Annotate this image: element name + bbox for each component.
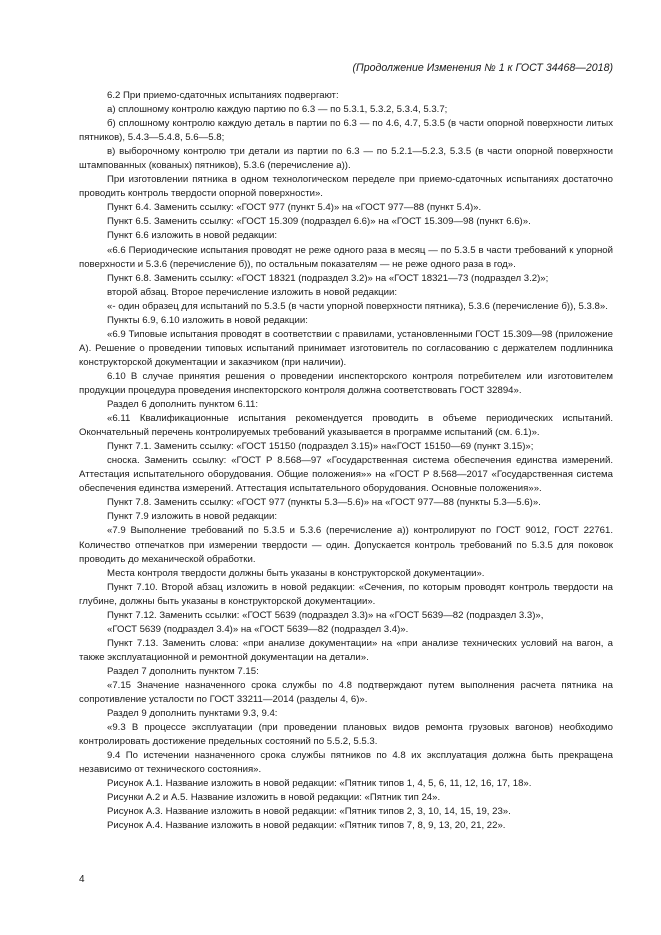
paragraph: «6.9 Типовые испытания проводят в соответствии с правилами, установленными ГОСТ 15.309—98 (приложение А). Решение о проведении типовых испытаний принимает изготовитель по согласованию с держателем подлинника конструкторской документации и заказчиком (при наличии). (79, 328, 613, 368)
page-header: (Продолжение Изменения № 1 к ГОСТ 34468—2018) (352, 62, 613, 74)
paragraph: При изготовлении пятника в одном технологическом переделе при приемо-сдаточных испытаниях достаточно проводить контроль твердости опорной поверхности». (79, 174, 613, 200)
paragraph: «7.9 Выполнение требований по 5.3.5 и 5.3.6 (перечисление а)) контролируют по ГОСТ 9012, ГОСТ 22761. Количество отпечатков при измерении твердости — один. Допускается контроль требований по 5.3.5 для поковок проводить до механической обработки. (79, 525, 613, 565)
paragraph: «6.6 Периодические испытания проводят не реже одного раза в месяц — по 5.3.5 в части требований к упорной поверхности и 5.3.6 (перечисление б)), по остальным показателям — не реже одного раза в год». (79, 244, 613, 270)
paragraph: Пункт 6.6 изложить в новой редакции: (107, 230, 277, 242)
paragraph: Пункт 6.5. Заменить ссылку: «ГОСТ 15.309 (подраздел 6.6)» на «ГОСТ 15.309—98 (пункт 6.6)». (107, 216, 531, 228)
paragraph: сноска. Заменить ссылку: «ГОСТ Р 8.568—97 «Государственная система обеспечения единства измерений. Аттестация испытательного оборудования. Общие положения»» на «ГОСТ Р 8.568—2017 «Государственная система обеспечения единства измерений. Аттестация испытательного оборудования. Основные положения»». (79, 455, 613, 495)
paragraph: «- один образец для испытаний по 5.3.5 (в части упорной поверхности пятника), 5.3.6 (перечисление б)), 5.3.8». (107, 300, 608, 312)
paragraph: Пункт 7.8. Заменить ссылку: «ГОСТ 977 (пункты 5.3—5.6)» на «ГОСТ 977—88 (пункты 5.3—5.6)». (107, 497, 541, 509)
paragraph: Пункт 7.12. Заменить ссылки: «ГОСТ 5639 (подраздел 3.3)» на «ГОСТ 5639—82 (подраздел 3.3)», (107, 609, 544, 621)
page-number: 4 (79, 874, 85, 885)
paragraph: Рисунок А.3. Название изложить в новой редакции: «Пятник типов 2, 3, 10, 14, 15, 19, 23». (107, 806, 511, 818)
paragraph: Пункт 7.13. Заменить слова: «при анализе документации» на «при анализе технических условий на вагон, а также эксплуатационной и ремонтной документации на детали». (79, 637, 613, 663)
paragraph: 6.2 При приемо-сдаточных испытаниях подвергают: (107, 90, 339, 101)
paragraph: Пункт 6.8. Заменить ссылку: «ГОСТ 18321 (подраздел 3.2)» на «ГОСТ 18321—73 (подраздел 3.2)»; (107, 272, 549, 284)
paragraph: в) выборочному контролю три детали из партии по 6.3 — по 5.2.1—5.2.3, 5.3.5 (в части опорной поверхности штампованных (кованых) пятников), 5.3.6 (перечисление а)). (79, 146, 613, 172)
paragraph: Пункт 7.9 изложить в новой редакции: (107, 511, 277, 523)
paragraph: Пункт 7.10. Второй абзац изложить в новой редакции: «Сечения, по которым проводят контроль твердости на глубине, должны быть указаны в конструкторской документации». (79, 581, 613, 607)
paragraph: «ГОСТ 5639 (подраздел 3.4)» на «ГОСТ 5639—82 (подраздел 3.4)». (107, 623, 409, 635)
paragraph: Места контроля твердости должны быть указаны в конструкторской документации». (107, 567, 485, 579)
paragraph: Раздел 7 дополнить пунктом 7.15: (107, 665, 259, 677)
paragraph: Пункты 6.9, 6.10 изложить в новой редакции: (107, 314, 308, 326)
paragraph: Раздел 9 дополнить пунктами 9.3, 9.4: (107, 708, 278, 720)
paragraph: Рисунок А.4. Название изложить в новой редакции: «Пятник типов 7, 8, 9, 13, 20, 21, 22». (107, 820, 506, 832)
paragraph: второй абзац. Второе перечисление изложить в новой редакции: (107, 286, 398, 298)
paragraph: Рисунки А.2 и А.5. Название изложить в новой редакции: «Пятник тип 24». (107, 792, 441, 804)
paragraph: «9.3 В процессе эксплуатации (при проведении плановых видов ремонта грузовых вагонов) необходимо контролировать достижение предельных состояний по 5.5.2, 5.5.3. (79, 722, 613, 748)
paragraph: 9.4 По истечении назначенного срока службы пятников по 4.8 их эксплуатация должна быть прекращена независимо от технического состояния». (79, 750, 613, 776)
document-body (79, 89, 613, 833)
paragraph: 6.10 В случае принятия решения о проведении инспекторского контроля потребителем или изготовителем продукции процедура проведения инспекторского контроля должна соответствовать ГОСТ 32894». (79, 370, 613, 396)
paragraph: Пункт 6.4. Заменить ссылку: «ГОСТ 977 (пункт 5.4)» на «ГОСТ 977—88 (пункт 5.4)». (107, 202, 482, 214)
paragraph: «7.15 Значение назначенного срока службы по 4.8 подтверждают путем выполнения расчета пятника на сопротивление усталости по ГОСТ 33211—2014 (разделы 4, 6)». (79, 679, 613, 706)
paragraph: «6.11 Квалификационные испытания рекомендуется проводить в объеме периодических испытаний. Окончательный перечень контролируемых требований указывается в программе испытаний (см. 6.1)». (79, 413, 613, 439)
paragraph: Раздел 6 дополнить пунктом 6.11: (107, 399, 259, 411)
paragraph: Пункт 7.1. Заменить ссылку: «ГОСТ 15150 (подраздел 3.15)» на«ГОСТ 15150—69 (пункт 3.15)»; (107, 441, 534, 453)
paragraph: б) сплошному контролю каждую деталь в партии по 6.3 — по 4.6, 4.7, 5.3.5 (в части опорной поверхности литых пятников), 5.4.3—5.4.8, 5.6—5.8; (79, 118, 613, 144)
paragraph: Рисунок А.1. Название изложить в новой редакции: «Пятник типов 1, 4, 5, 6, 11, 12, 16, 17, 18». (107, 778, 532, 790)
paragraph: а) сплошному контролю каждую партию по 6.3 — по 5.3.1, 5.3.2, 5.3.4, 5.3.7; (107, 104, 448, 116)
